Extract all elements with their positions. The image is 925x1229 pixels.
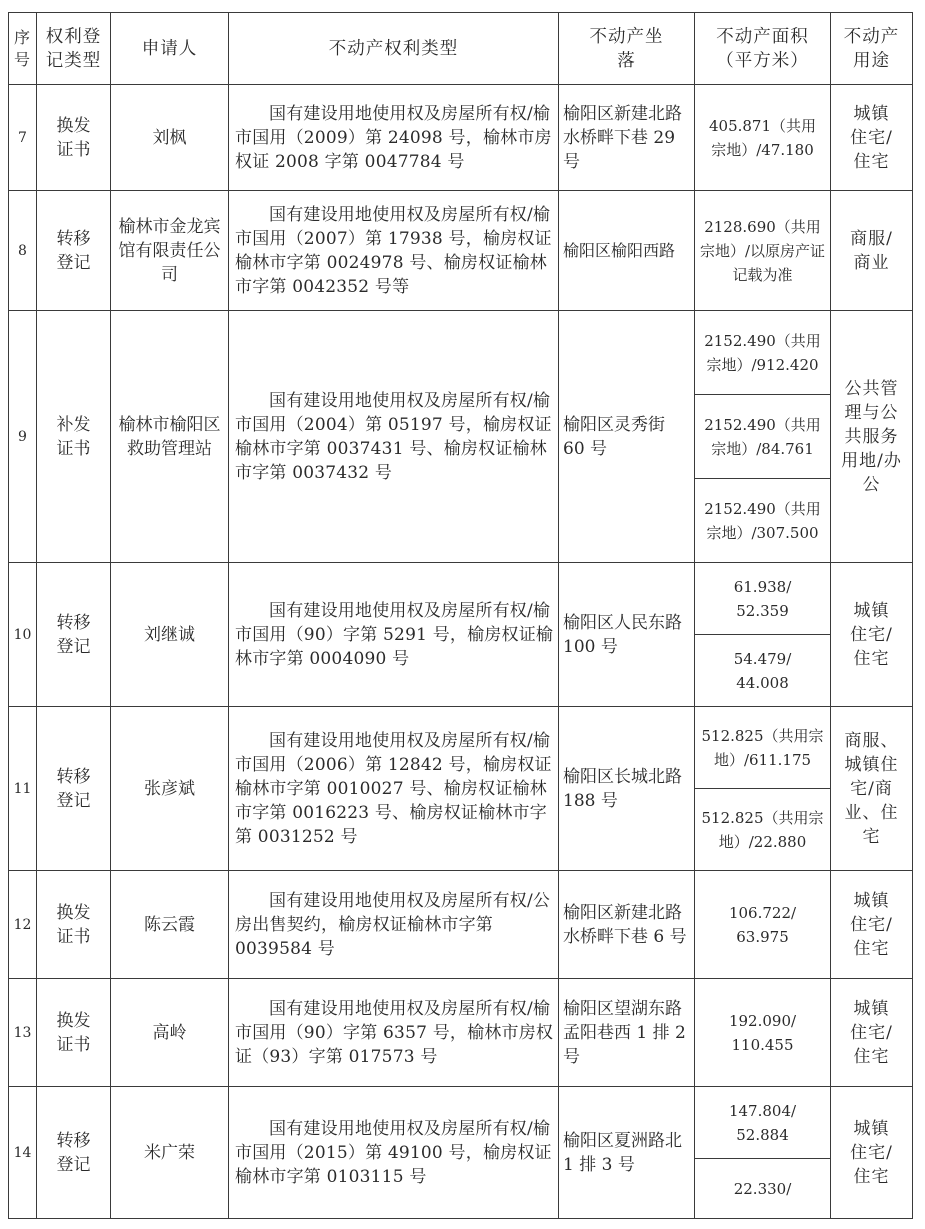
usage-cell: 城镇住宅/住宅 [831,979,913,1087]
applicant-cell: 陈云霞 [111,871,229,979]
reg-type-cell: 转移登记 [37,563,111,707]
row-number: 13 [9,979,37,1087]
table-row [9,311,913,395]
applicant-cell: 刘枫 [111,85,229,191]
right-type-cell: 国有建设用地使用权及房屋所有权/榆市国用（90）字第 5291 号，榆房权证榆林市字第 0004090 号 [229,563,559,707]
usage-cell: 商服、城镇住宅/商业、住宅 [831,707,913,871]
row-number: 9 [9,311,37,563]
reg-type-cell: 补发证书 [37,311,111,563]
applicant-cell: 高岭 [111,979,229,1087]
area-cell: 61.938/ 52.359 [695,563,831,635]
header-right-type: 不动产权利类型 [229,13,559,85]
area-cell: 106.722/ 63.975 [695,871,831,979]
reg-type-cell: 换发证书 [37,871,111,979]
header-usage: 不动产用途 [831,13,913,85]
header-reg-type: 权利登记类型 [37,13,111,85]
header-no: 序号 [9,13,37,85]
right-type-cell: 国有建设用地使用权及房屋所有权/榆市国用（90）字第 6357 号，榆林市房权证（93）字第 017573 号 [229,979,559,1087]
area-cell: 512.825（共用宗地）/611.175 [695,707,831,789]
location-cell: 榆阳区长城北路 188 号 [559,707,695,871]
usage-cell: 城镇住宅/住宅 [831,1087,913,1219]
area-cell: 2152.490（共用宗地）/307.500 [695,479,831,563]
table-row [9,979,913,1087]
area-cell: 2152.490（共用宗地）/84.761 [695,395,831,479]
location-cell: 榆阳区夏洲路北 1 排 3 号 [559,1087,695,1219]
area-cell: 192.090/ 110.455 [695,979,831,1087]
table-row [9,85,913,191]
header-row [9,13,913,85]
location-cell: 榆阳区灵秀街 60 号 [559,311,695,563]
area-cell: 512.825（共用宗地）/22.880 [695,789,831,871]
location-cell: 榆阳区新建北路水桥畔下巷 6 号 [559,871,695,979]
location-cell: 榆阳区人民东路 100 号 [559,563,695,707]
row-number: 14 [9,1087,37,1219]
right-type-cell: 国有建设用地使用权及房屋所有权/榆市国用（2015）第 49100 号，榆房权证榆林市字第 0103115 号 [229,1087,559,1219]
registration-table [8,12,913,1219]
applicant-cell: 张彦斌 [111,707,229,871]
location-cell: 榆阳区榆阳西路 [559,191,695,311]
right-type-cell: 国有建设用地使用权及房屋所有权/公房出售契约，榆房权证榆林市字第 0039584 号 [229,871,559,979]
table-row [9,871,913,979]
reg-type-cell: 换发证书 [37,979,111,1087]
applicant-cell: 榆林市榆阳区救助管理站 [111,311,229,563]
right-type-cell: 国有建设用地使用权及房屋所有权/榆市国用（2006）第 12842 号，榆房权证榆林市字第 0010027 号、榆房权证榆林市字第 0016223 号、榆房权证榆林市字第 0031252 号 [229,707,559,871]
header-applicant: 申请人 [111,13,229,85]
applicant-cell: 刘继诚 [111,563,229,707]
reg-type-cell: 转移登记 [37,707,111,871]
usage-cell: 城镇住宅/住宅 [831,563,913,707]
location-cell: 榆阳区新建北路水桥畔下巷 29 号 [559,85,695,191]
area-cell: 405.871（共用宗地）/47.180 [695,85,831,191]
usage-cell: 城镇住宅/住宅 [831,871,913,979]
applicant-cell: 榆林市金龙宾馆有限责任公司 [111,191,229,311]
header-area: 不动产面积（平方米） [695,13,831,85]
row-number: 10 [9,563,37,707]
table-row [9,1087,913,1159]
table-row [9,707,913,789]
row-number: 11 [9,707,37,871]
applicant-cell: 米广荣 [111,1087,229,1219]
area-cell: 22.330/ [695,1159,831,1219]
area-cell: 147.804/ 52.884 [695,1087,831,1159]
area-cell: 54.479/ 44.008 [695,635,831,707]
right-type-cell: 国有建设用地使用权及房屋所有权/榆市国用（2004）第 05197 号，榆房权证榆林市字第 0037431 号、榆房权证榆林市字第 0037432 号 [229,311,559,563]
table-row [9,563,913,635]
row-number: 7 [9,85,37,191]
row-number: 8 [9,191,37,311]
usage-cell: 商服/商业 [831,191,913,311]
header-location: 不动产坐落 [559,13,695,85]
right-type-cell: 国有建设用地使用权及房屋所有权/榆市国用（2007）第 17938 号，榆房权证榆林市字第 0024978 号、榆房权证榆林市字第 0042352 号等 [229,191,559,311]
area-cell: 2152.490（共用宗地）/912.420 [695,311,831,395]
row-number: 12 [9,871,37,979]
usage-cell: 城镇住宅/住宅 [831,85,913,191]
right-type-cell: 国有建设用地使用权及房屋所有权/榆市国用（2009）第 24098 号，榆林市房权证 2008 字第 0047784 号 [229,85,559,191]
reg-type-cell: 转移登记 [37,191,111,311]
usage-cell: 公共管理与公共服务用地/办公 [831,311,913,563]
reg-type-cell: 转移登记 [37,1087,111,1219]
reg-type-cell: 换发证书 [37,85,111,191]
location-cell: 榆阳区望湖东路孟阳巷西 1 排 2 号 [559,979,695,1087]
table-row [9,191,913,311]
area-cell: 2128.690（共用宗地）/以原房产证记载为准 [695,191,831,311]
